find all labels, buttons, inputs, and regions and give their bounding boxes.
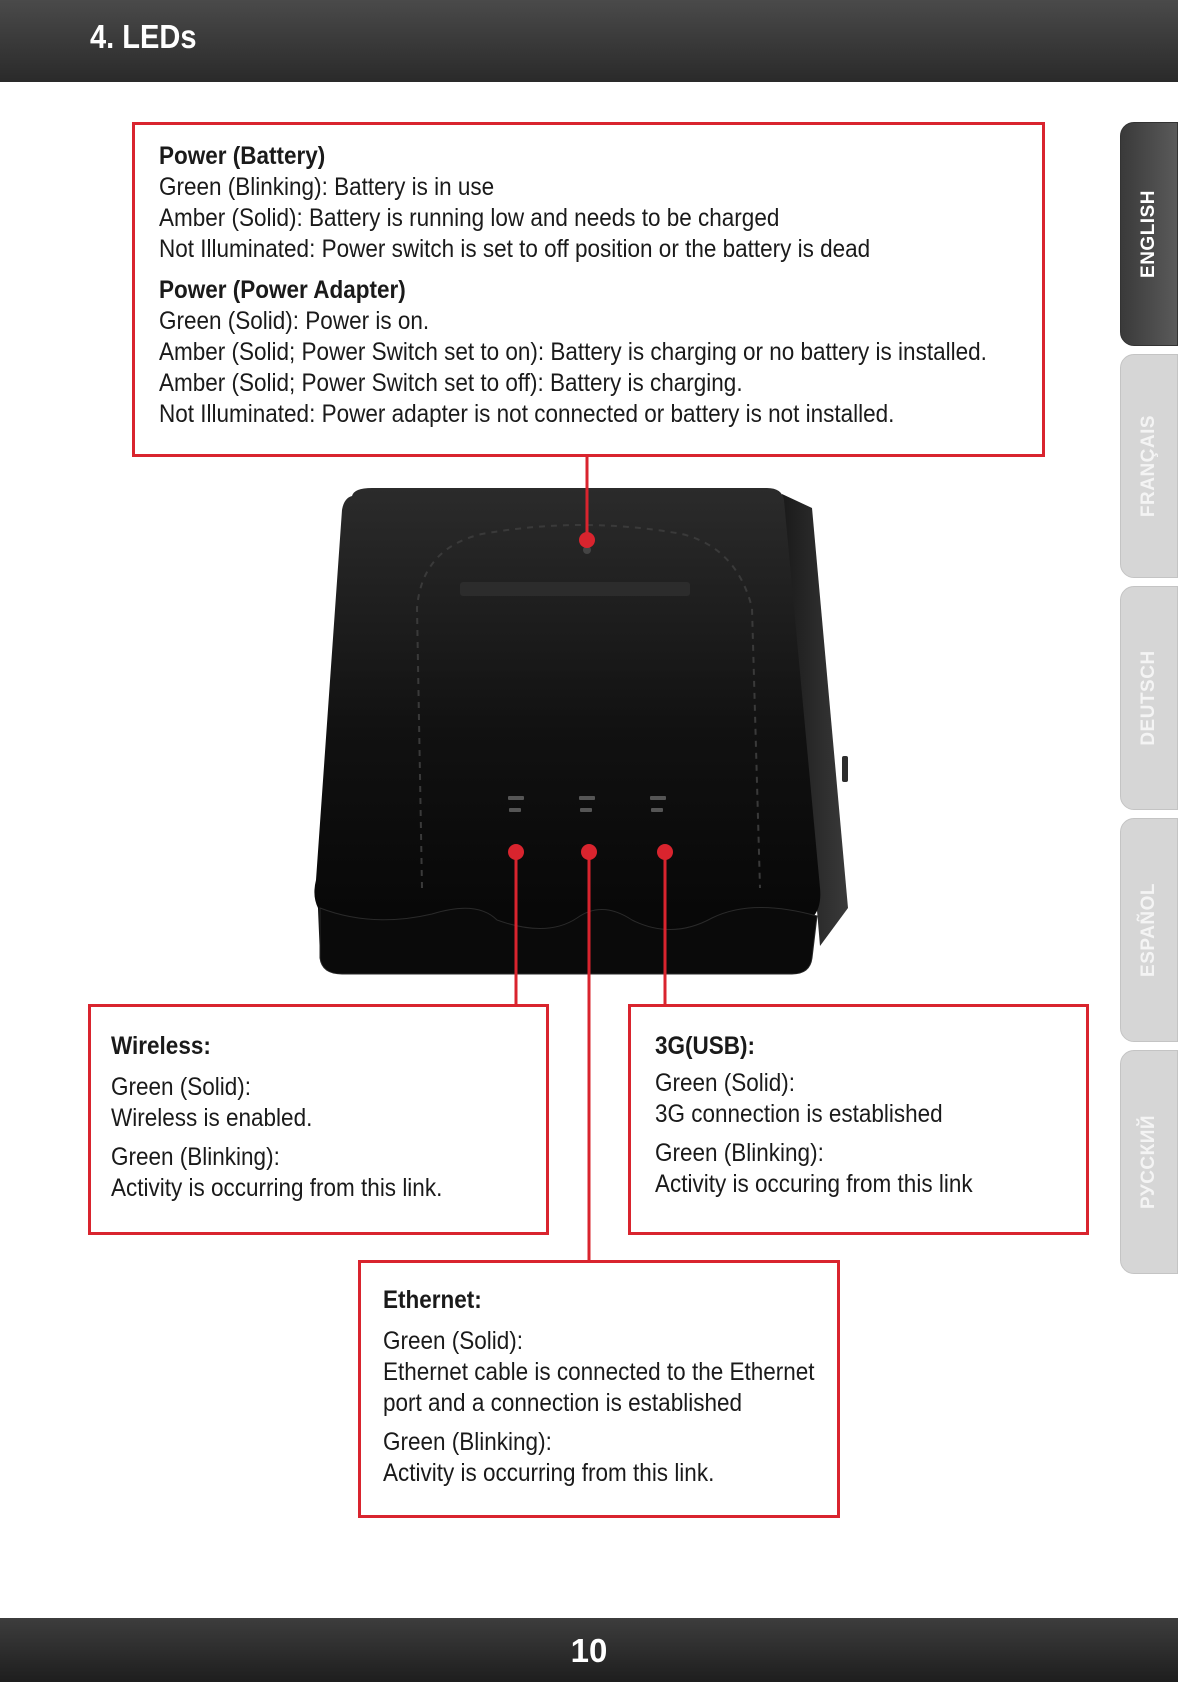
wireless-solid-desc: Wireless is enabled. [111,1104,313,1132]
tab-english[interactable] [1120,122,1178,346]
power-battery-line: Not Illuminated: Power switch is set to off position or the battery is dead [159,235,871,263]
ethernet-title: Ethernet: [383,1286,482,1314]
tab-english-label: ENGLISH [1138,190,1159,278]
tab-deutsch-label: DEUTSCH [1138,650,1159,746]
ethernet-solid-label: Green (Solid): [383,1327,524,1355]
ethernet-blinking-desc: Activity is occurring from this link. [383,1459,715,1487]
power-adapter-line: Amber (Solid; Power Switch set to off): Battery is charging. [159,369,743,397]
power-adapter-title: Power (Power Adapter) [159,276,406,304]
wireless-blinking-label: Green (Blinking): [111,1143,280,1171]
tab-espanol-label: ESPAÑOL [1138,883,1159,977]
power-adapter-line: Green (Solid): Power is on. [159,307,430,335]
tab-russian-label: РУССКИЙ [1138,1114,1159,1210]
page-header [0,0,1178,82]
router-device-image [312,488,862,978]
power-battery-line: Amber (Solid): Battery is running low and needs to be charged [159,204,780,232]
page-footer [0,1618,1178,1682]
power-battery-line: Green (Blinking): Battery is in use [159,173,495,201]
usb-title: 3G(USB): [655,1032,755,1060]
power-led-callout [132,122,1045,457]
usb-blinking-desc: Activity is occuring from this link [655,1170,973,1198]
ethernet-solid-desc: Ethernet cable is connected to the Ethernet [383,1358,815,1386]
wireless-title: Wireless: [111,1032,211,1060]
tab-espanol[interactable] [1120,818,1178,1042]
usb-solid-label: Green (Solid): [655,1069,796,1097]
tab-francais-label: FRANÇAIS [1138,414,1159,518]
page-number: 10 [570,1632,608,1669]
tab-russian[interactable] [1120,1050,1178,1274]
tab-francais[interactable] [1120,354,1178,578]
wireless-led-callout [88,1004,549,1235]
ethernet-solid-desc: port and a connection is established [383,1389,743,1417]
power-adapter-line: Not Illuminated: Power adapter is not connected or battery is not installed. [159,400,895,428]
power-adapter-line: Amber (Solid; Power Switch set to on): Battery is charging or no battery is installed. [159,338,987,366]
usb-blinking-label: Green (Blinking): [655,1139,824,1167]
ethernet-led-callout [358,1260,840,1518]
usb-led-callout [628,1004,1089,1235]
ethernet-blinking-label: Green (Blinking): [383,1428,552,1456]
wireless-blinking-desc: Activity is occurring from this link. [111,1174,443,1202]
wireless-solid-label: Green (Solid): [111,1073,252,1101]
page-title: 4. LEDs [90,18,197,55]
power-battery-title: Power (Battery) [159,142,326,170]
usb-solid-desc: 3G connection is established [655,1100,943,1128]
tab-deutsch[interactable] [1120,586,1178,810]
